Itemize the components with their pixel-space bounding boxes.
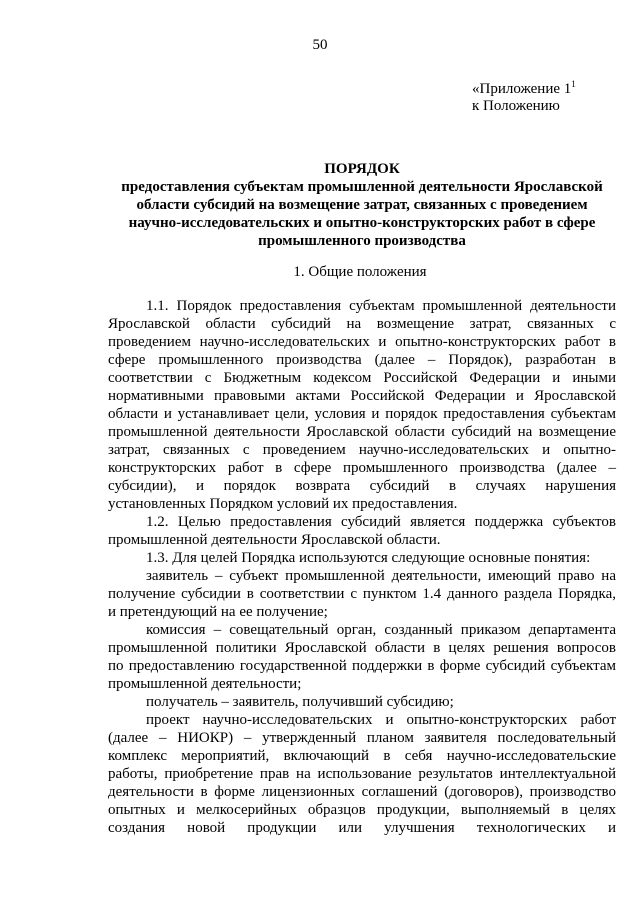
body-text: [108, 297, 616, 837]
body-line: области и устанавливает цели, условия и порядок предоставления субъектам: [108, 406, 616, 422]
title-line: промышленного производства: [258, 233, 466, 249]
body-line: проведением научно-исследовательских и опытно-конструкторских работ в: [108, 334, 616, 350]
body-line: 1.1. Порядок предоставления субъектам промышленной деятельности: [146, 298, 616, 314]
body-line: Ярославской области субсидий на возмещение затрат, связанных с: [108, 316, 616, 332]
title-line: научно-исследовательских и опытно-конструкторских работ в сфере: [128, 215, 596, 231]
body-line: работы, приобретение прав на использование результатов интеллектуальной: [108, 766, 616, 782]
body-line: и претендующий на ее получение;: [108, 604, 328, 620]
body-line: соответствии с Бюджетным кодексом Российской Федерации и иными: [108, 370, 616, 386]
document-title: [108, 160, 616, 250]
appendix-line-1: «Приложение $1^1$: [472, 79, 576, 97]
body-line: 1.3. Для целей Порядка используются следующие основные понятия:: [146, 550, 591, 566]
body-line: промышленной политики Ярославской области в целях решения вопросов: [108, 640, 616, 656]
body-line: получение субсидии в соответствии с пунктом 1.4 данного раздела Порядка,: [108, 586, 616, 602]
body-line: нормативными правовыми актами Российской Федерации и Ярославской: [108, 388, 616, 404]
body-line: создания новой продукции или улучшения технологических и: [108, 820, 616, 836]
body-line: по предоставлению государственной поддержки в форме субсидий субъектам: [108, 658, 616, 674]
appendix-note: [472, 76, 576, 115]
appendix-superscript: 1: [571, 79, 576, 89]
title-line: области субсидий на возмещение затрат, связанных с проведением: [136, 197, 588, 213]
body-line: заявитель – субъект промышленной деятельности, имеющий право на: [146, 568, 616, 584]
section-heading: 1. Общие положения: [293, 264, 427, 280]
body-line: комиссия – совещательный орган, созданный приказом департамента: [146, 622, 616, 638]
body-line: промышленной деятельности Ярославской области субсидий на возмещение: [108, 424, 616, 440]
page-number: 50: [312, 37, 328, 53]
body-line: получатель – заявитель, получивший субсидию;: [146, 694, 454, 710]
body-line: проект научно-исследовательских и опытно-конструкторских работ: [146, 712, 616, 728]
body-line: сфере промышленного производства (далее – Порядок), разработан в: [108, 352, 616, 368]
appendix-line-2: к Положению: [472, 98, 560, 114]
title-heading: ПОРЯДОК: [324, 161, 400, 177]
body-line: комплекс мероприятий, включающий в себя научно-исследовательские: [108, 748, 616, 764]
title-line: предоставления субъектам промышленной деятельности Ярославской: [121, 179, 603, 195]
body-line: опытных и мелкосерийных образцов продукции, выполняемый в целях: [108, 802, 616, 818]
body-line: 1.2. Целью предоставления субсидий является поддержка субъектов: [146, 514, 616, 530]
body-line: субсидии), и порядок возврата субсидий в случаях нарушения: [108, 478, 616, 494]
body-line: установленных Порядком условий их предоставления.: [108, 496, 458, 512]
body-line: промышленной деятельности Ярославской области.: [108, 532, 441, 548]
body-line: затрат, связанных с проведением научно-исследовательских и опытно-: [108, 442, 616, 458]
body-line: промышленной деятельности;: [108, 676, 302, 692]
body-line: конструкторских работ в сфере промышленного производства (далее –: [108, 460, 616, 476]
body-line: (далее – НИОКР) – утвержденный планом заявителя последовательный: [108, 730, 616, 746]
body-line: деятельности в форме лицензионных соглашений (договоров), производство: [108, 784, 616, 800]
